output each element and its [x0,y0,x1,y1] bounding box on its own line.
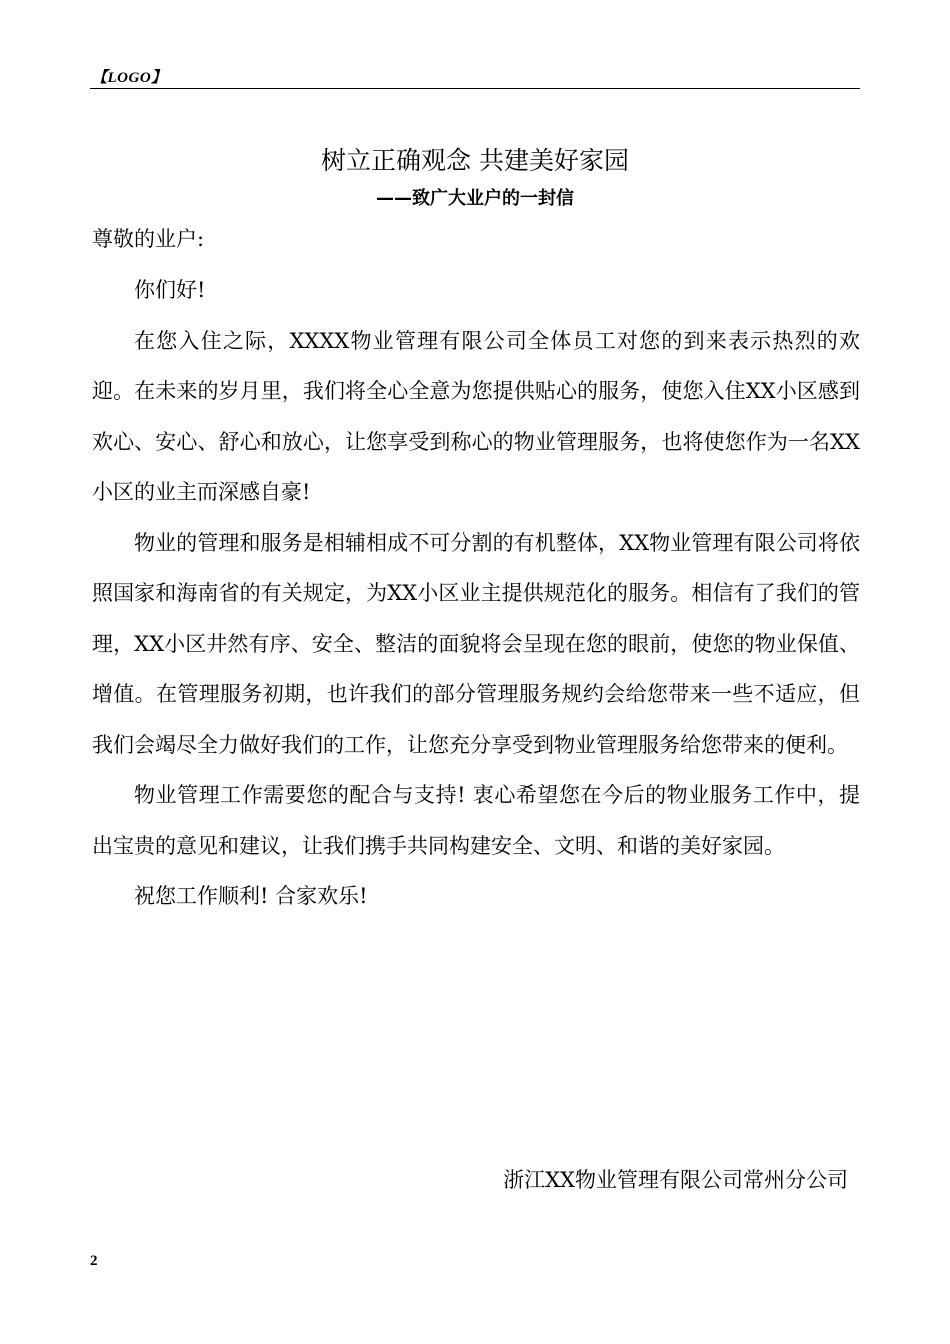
signature: 浙江XX物业管理有限公司常州分公司 [503,1168,848,1192]
service-paragraph: 物业的管理和服务是相辅相成不可分割的有机整体，XX物业管理有限公司将依照国家和海南省的有关规定，为XX小区业主提供规范化的服务。相信有了我们的管理，XX小区井然有序、安全、整洁的面貌将会呈现在您的眼前，使您的物业保值、增值。在管理服务初期，也许我们的部分管理服务规约会给您带来一些不适应，但我们会竭尽全力做好我们的工作，让您充分享受到物业管理服务给您带来的便利。 [92,530,860,757]
closing-wishes-paragraph: 祝您工作顺利! 合家欢乐! [134,884,368,908]
page-header [90,62,860,89]
letter-title: 树立正确观念 共建美好家园 [321,146,629,175]
greeting-paragraph: 你们好! [134,278,206,302]
page-number: 2 [90,1253,98,1269]
welcome-paragraph: 在您入住之际，XXXX物业管理有限公司全体员工对您的到来表示热烈的欢迎。在未来的岁月里，我们将全心全意为您提供贴心的服务，使您入住XX小区感到欢心、安心、舒心和放心，让您享受到称心的物业管理服务，也将使您作为一名XX小区的业主而深感自豪! [92,328,860,504]
salutation: 尊敬的业户: [92,227,205,251]
letter-subtitle: ——致广大业户的一封信 [376,188,574,209]
letter-body [92,265,860,922]
support-paragraph: 物业管理工作需要您的配合与支持! 衷心希望您在今后的物业服务工作中，提出宝贵的意见和建议，让我们携手共同构建安全、文明、和谐的美好家园。 [92,783,860,858]
logo-placeholder: 【LOGO】 [92,70,167,86]
